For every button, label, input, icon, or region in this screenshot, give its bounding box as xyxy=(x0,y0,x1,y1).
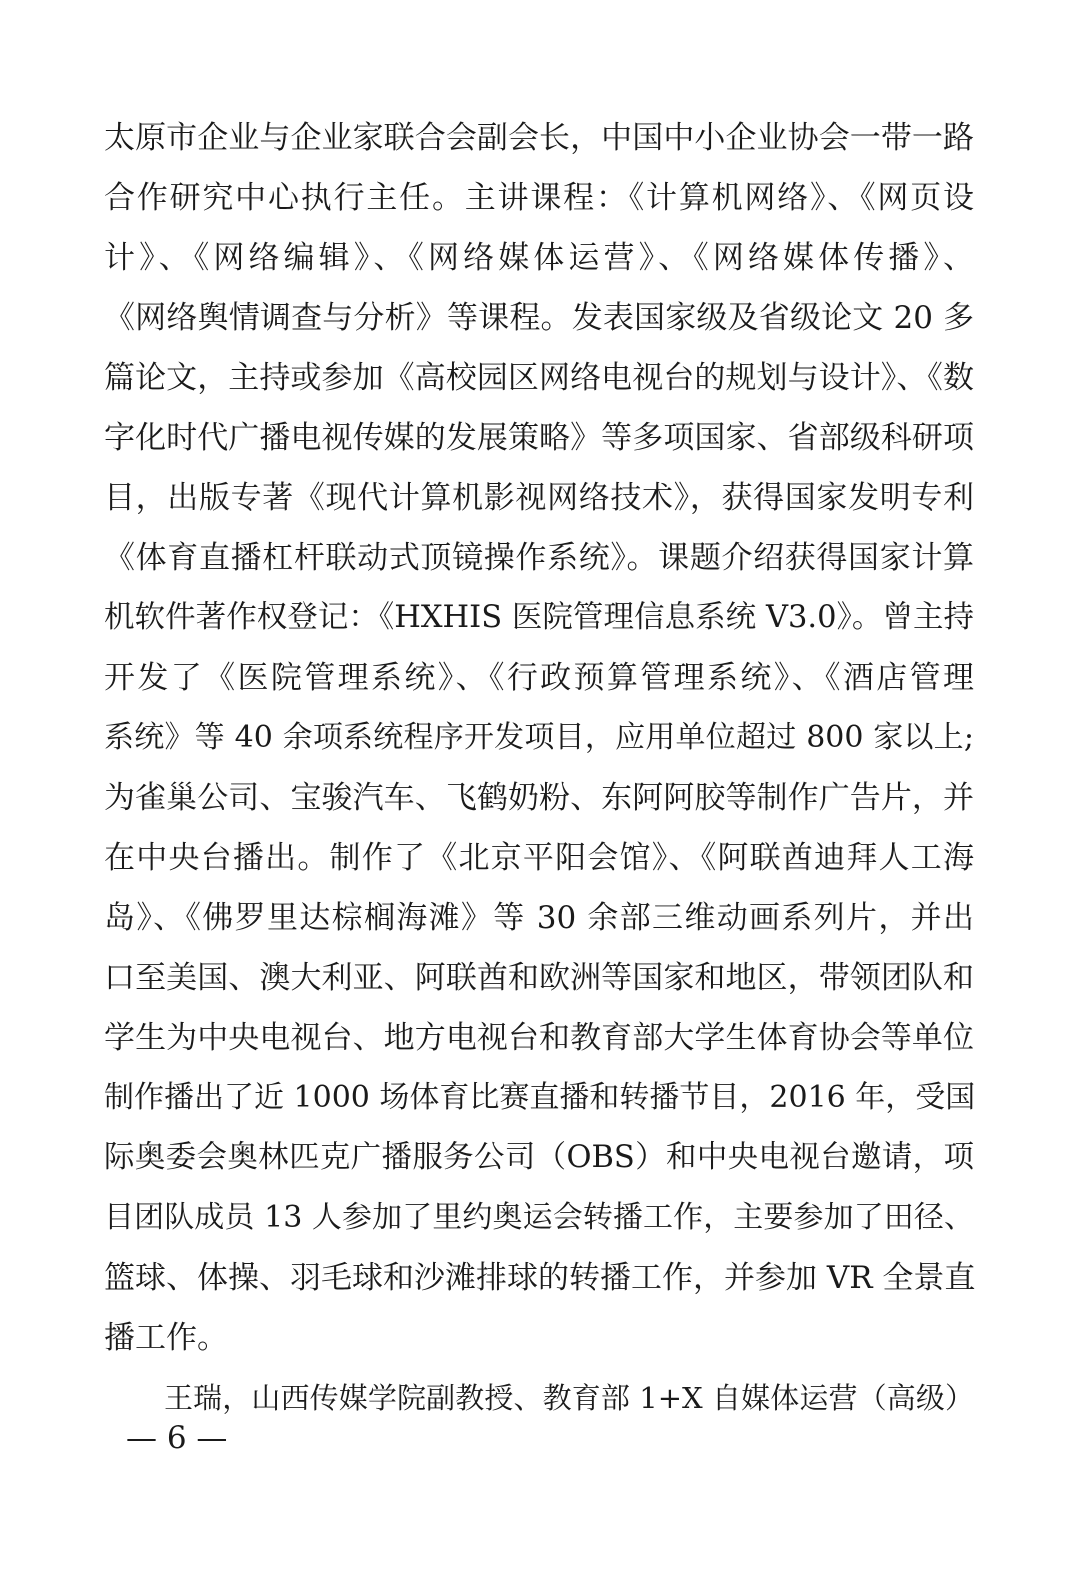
text-line: 制作播出了近 1000 场体育比赛直播和转播节目，2016 年，受国 xyxy=(104,1080,976,1115)
text-line: 开发了《医院管理系统》、《行政预算管理系统》、《酒店管理 xyxy=(104,660,974,696)
text-line: 际奥委会奥林匹克广播服务公司（OBS）和中央电视台邀请，项 xyxy=(104,1140,974,1175)
text-line: 为雀巢公司、宝骏汽车、飞鹤奶粉、东阿阿胶等制作广告片，并 xyxy=(104,780,974,816)
text-line: 目，出版专著《现代计算机影视网络技术》，获得国家发明专利 xyxy=(104,480,974,516)
text-line: 篇论文，主持或参加《高校园区网络电视台的规划与设计》、《数 xyxy=(104,360,974,396)
text-line: 岛》、《佛罗里达棕榈海滩》等 30 余部三维动画系列片，并出 xyxy=(104,900,974,936)
text-line: 在中央台播出。制作了《北京平阳会馆》、《阿联酋迪拜人工海 xyxy=(104,840,974,876)
text-line: 计》、《网络编辑》、《网络媒体运营》、《网络媒体传播》、 xyxy=(104,240,974,276)
text-line: 《体育直播杠杆联动式顶镜操作系统》。课题介绍获得国家计算 xyxy=(104,540,974,576)
text-line: 太原市企业与企业家联合会副会长，中国中小企业协会一带一路 xyxy=(104,120,974,156)
text-line: 口至美国、澳大利亚、阿联酋和欧洲等国家和地区，带领团队和 xyxy=(104,960,974,996)
text-line: 《网络舆情调查与分析》等课程。发表国家级及省级论文 20 多 xyxy=(104,300,974,336)
next-paragraph-line: 王瑞，山西传媒学院副教授、教育部 1+X 自媒体运营（高级） xyxy=(164,1381,974,1415)
text-line: 播工作。 xyxy=(104,1320,228,1356)
text-line: 系统》等 40 余项系统程序开发项目，应用单位超过 800 家以上; xyxy=(104,720,974,755)
text-line: 合作研究中心执行主任。主讲课程：《计算机网络》、《网页设 xyxy=(104,180,974,216)
text-line: 目团队成员 13 人参加了里约奥运会转播工作，主要参加了田径、 xyxy=(104,1200,974,1235)
page-number: — 6 — xyxy=(126,1420,228,1456)
text-line: 机软件著作权登记：《HXHIS 医院管理信息系统 V3.0》。曾主持 xyxy=(104,600,974,635)
text-line: 字化时代广播电视传媒的发展策略》等多项国家、省部级科研项 xyxy=(104,420,974,456)
text-line: 篮球、体操、羽毛球和沙滩排球的转播工作，并参加 VR 全景直 xyxy=(104,1260,976,1296)
text-line: 学生为中央电视台、地方电视台和教育部大学生体育协会等单位 xyxy=(104,1020,974,1056)
